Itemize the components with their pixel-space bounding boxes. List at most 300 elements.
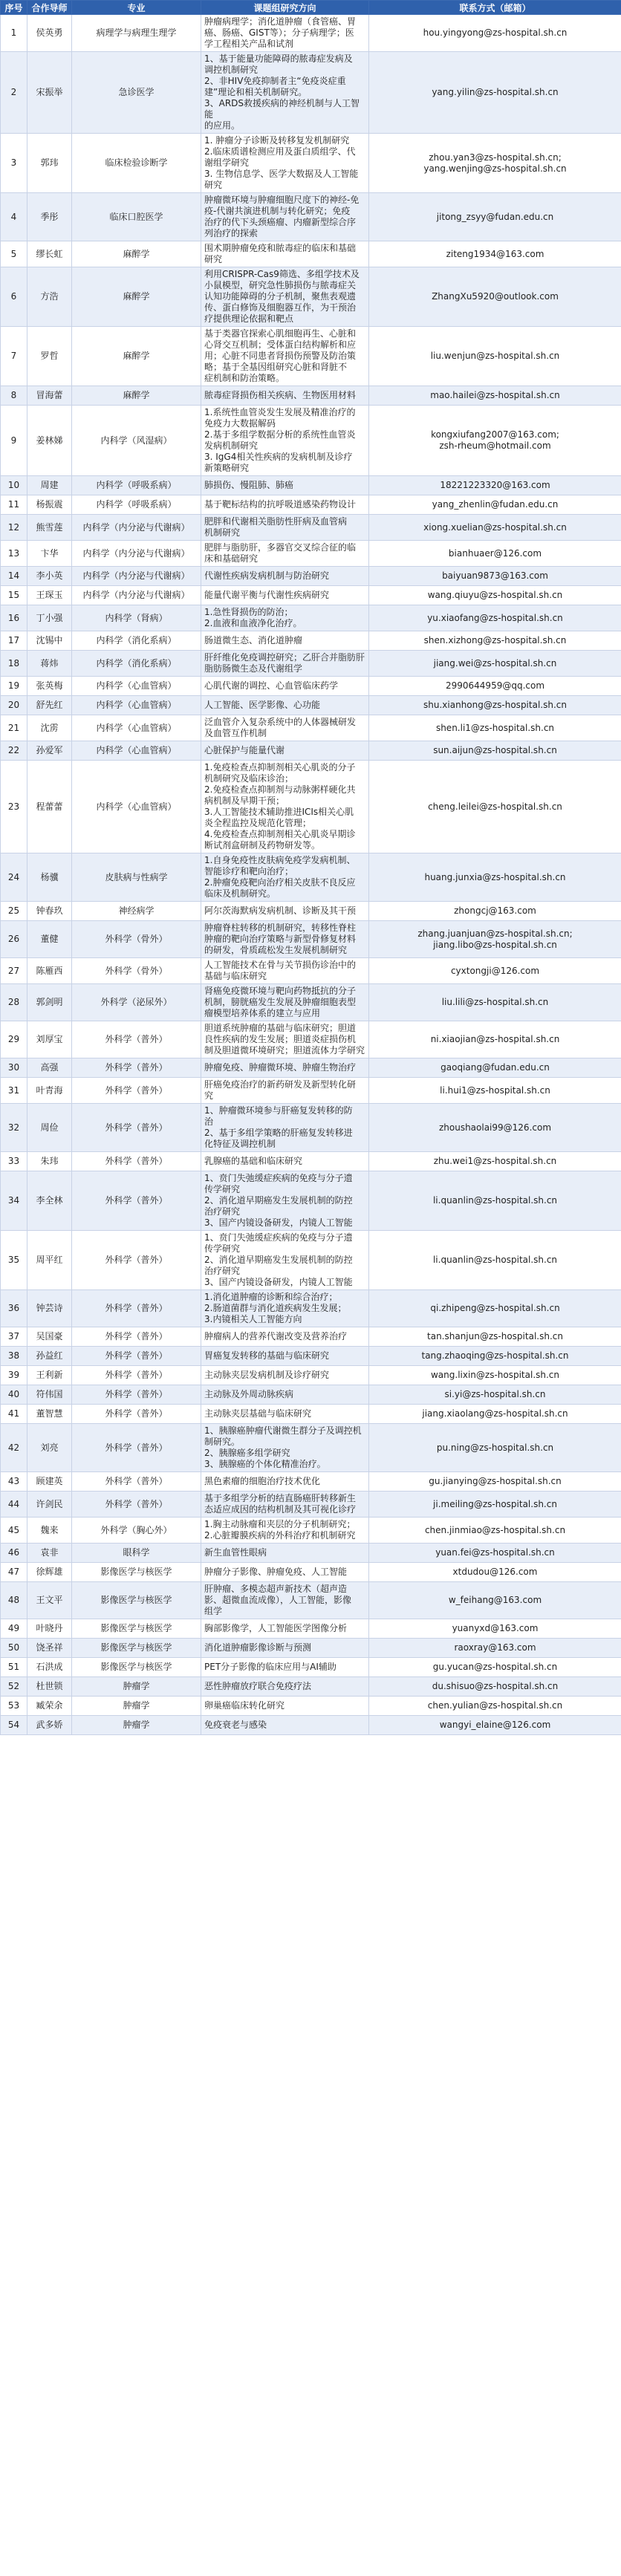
email-address[interactable]: jitong_zsyy@fudan.edu.cn	[436, 211, 554, 222]
major: 外科学（普外）	[72, 1078, 201, 1104]
direction-line: 疫-代谢共演进机制与转化研究；免疫	[204, 206, 351, 216]
email	[369, 1677, 621, 1697]
direction-line: 免疫衰老与感染	[204, 1720, 267, 1730]
direction-line: 及血管互作机制	[204, 728, 267, 738]
row-number: 46	[1, 1544, 27, 1563]
row-number: 37	[1, 1327, 27, 1347]
research-direction	[201, 541, 369, 567]
mentor-name: 卞华	[27, 541, 72, 567]
header-mentor: 合作导师	[27, 1, 72, 15]
direction-line: 调控机制研究	[204, 65, 259, 75]
mentor-name: 许剑民	[27, 1492, 72, 1518]
row-number: 20	[1, 696, 27, 715]
email-address[interactable]: wang.lixin@zs-hospital.sh.cn	[430, 1370, 560, 1380]
email-address[interactable]: zhongcj@163.com	[454, 905, 536, 916]
email-address[interactable]: shu.xianhong@zs-hospital.sh.cn	[423, 700, 567, 710]
major: 麻醉学	[72, 386, 201, 406]
research-direction	[201, 1290, 369, 1327]
direction-line: 肺损伤、慢阻肺、肺癌	[204, 480, 294, 490]
email-address[interactable]: mao.hailei@zs-hospital.sh.cn	[430, 390, 560, 400]
major: 肿瘤学	[72, 1697, 201, 1716]
mentor-name: 李全林	[27, 1171, 72, 1231]
email-address[interactable]: zhu.wei1@zs-hospital.sh.cn	[433, 1156, 557, 1166]
direction-line: 肿瘤病人的营养代谢改变及营养治疗	[204, 1331, 348, 1341]
mentor-name: 侯英勇	[27, 15, 72, 52]
major: 内科学（内分泌与代谢病）	[72, 541, 201, 567]
major: 急诊医学	[72, 52, 201, 134]
email	[369, 1518, 621, 1544]
mentor-name: 周俭	[27, 1104, 72, 1152]
research-direction	[201, 15, 369, 52]
direction-line: 肝肿瘤、多模态超声新技术（超声造	[204, 1584, 348, 1594]
email-address[interactable]: huang.junxia@zs-hospital.sh.cn	[424, 871, 566, 882]
table-row	[1, 1366, 621, 1385]
mentor-name: 冒海蕾	[27, 386, 72, 406]
major: 外科学（普外）	[72, 1472, 201, 1492]
row-number: 35	[1, 1231, 27, 1290]
table-row	[1, 1021, 621, 1058]
table-row	[1, 605, 621, 631]
major: 外科学（普外）	[72, 1021, 201, 1058]
email	[369, 696, 621, 715]
email-address[interactable]: shen.li1@zs-hospital.sh.cn	[435, 722, 555, 733]
email-address[interactable]: liu.lili@zs-hospital.sh.cn	[441, 997, 549, 1007]
direction-line: 究	[204, 1090, 214, 1101]
research-direction	[201, 495, 369, 515]
direction-line: 3. IgG4相关性疾病的发病机制及诊疗	[204, 452, 353, 462]
research-direction	[201, 1472, 369, 1492]
major: 外科学（普外）	[72, 1058, 201, 1078]
mentor-name: 董智慧	[27, 1405, 72, 1424]
mentor-name: 丁小强	[27, 605, 72, 631]
row-number: 26	[1, 921, 27, 958]
major: 内科学（心血管病）	[72, 696, 201, 715]
email-address[interactable]: gaoqiang@fudan.edu.cn	[440, 1062, 550, 1073]
row-number: 36	[1, 1290, 27, 1327]
row-number: 5	[1, 241, 27, 267]
email-address[interactable]: jiang.xiaolang@zs-hospital.sh.cn	[422, 1408, 568, 1419]
email	[369, 741, 621, 761]
email	[369, 1290, 621, 1327]
email	[369, 1697, 621, 1716]
email	[369, 1544, 621, 1563]
mentor-name: 魏来	[27, 1518, 72, 1544]
research-direction	[201, 1563, 369, 1582]
email	[369, 541, 621, 567]
email	[369, 567, 621, 586]
email	[369, 476, 621, 495]
table-row	[1, 958, 621, 984]
email-address[interactable]: ZhangXu5920@outlook.com	[432, 291, 559, 302]
table-row	[1, 1639, 621, 1658]
email	[369, 1619, 621, 1639]
email	[369, 1582, 621, 1619]
major: 外科学（普外）	[72, 1492, 201, 1518]
email-address[interactable]: 18221223320@163.com	[440, 480, 550, 490]
table-row	[1, 651, 621, 677]
research-direction	[201, 1492, 369, 1518]
email	[369, 1171, 621, 1231]
major: 内科学（内分泌与代谢病）	[72, 586, 201, 605]
mentor-name: 刘亮	[27, 1424, 72, 1472]
row-number: 34	[1, 1171, 27, 1231]
direction-line: 的应用。	[204, 120, 241, 131]
direction-line: 肿瘤分子影像、肿瘤免疫、人工智能	[204, 1567, 348, 1577]
mentor-name: 张英梅	[27, 677, 72, 696]
direction-line: 床和基础研究	[204, 553, 259, 564]
direction-line: 3.人工智能技术辅助推进ICIs相关心肌	[204, 807, 354, 817]
major: 外科学（普外）	[72, 1366, 201, 1385]
email	[369, 1078, 621, 1104]
email-address[interactable]: tan.shanjun@zs-hospital.sh.cn	[427, 1331, 563, 1341]
mentor-name: 王利新	[27, 1366, 72, 1385]
direction-line: 态适应成因的结构机制及其可视化诊疗	[204, 1504, 357, 1515]
email-address[interactable]: yuan.fei@zs-hospital.sh.cn	[435, 1547, 555, 1558]
direction-line: 影、超微血流成像），人工智能，影像	[204, 1595, 352, 1605]
table-row	[1, 715, 621, 741]
email-address[interactable]: yang.yilin@zs-hospital.sh.cn	[432, 87, 559, 97]
email	[369, 761, 621, 853]
direction-line: 1.胸主动脉瘤和夹层的分子机制研究；	[204, 1519, 356, 1529]
major: 皮肤病与性病学	[72, 853, 201, 902]
research-direction	[201, 1582, 369, 1619]
direction-line: 脓毒症肾损伤相关疾病、生物医用材料	[204, 390, 357, 400]
mentor-name: 熊雪莲	[27, 515, 72, 541]
email-address[interactable]: kongxiufang2007@163.com;	[431, 429, 559, 440]
email-address[interactable]: xiong.xuelian@zs-hospital.sh.cn	[423, 521, 567, 533]
direction-line: 用；心脏不同患者肾损伤预警及防治策	[204, 351, 357, 361]
direction-line: 小鼠模型，研究急性肺损伤与脓毒症关	[204, 280, 357, 290]
table-row	[1, 853, 621, 902]
email	[369, 515, 621, 541]
email-address[interactable]: jiang.libo@zs-hospital.sh.cn	[433, 939, 557, 950]
direction-line: 2.心脏瓣膜疾病的外科治疗和机制研究	[204, 1530, 356, 1541]
major: 外科学（普外）	[72, 1424, 201, 1472]
row-number: 30	[1, 1058, 27, 1078]
email-address[interactable]: 2990644959@qq.com	[445, 680, 545, 691]
email-address[interactable]: hou.yingyong@zs-hospital.sh.cn	[423, 27, 568, 38]
direction-line: 2.临床质谱检测应用及蛋白质组学、代	[204, 146, 356, 157]
email-address[interactable]: ji.meiling@zs-hospital.sh.cn	[433, 1498, 557, 1509]
direction-line: 胸部影像学，人工智能医学图像分析	[204, 1623, 348, 1633]
major: 临床检验诊断学	[72, 134, 201, 193]
research-direction	[201, 52, 369, 134]
table-row	[1, 52, 621, 134]
email-address[interactable]: qi.zhipeng@zs-hospital.sh.cn	[430, 1303, 560, 1313]
mentor-name: 叶青海	[27, 1078, 72, 1104]
direction-line: 胃癌复发转移的基础与临床研究	[204, 1350, 330, 1361]
email	[369, 134, 621, 193]
row-number: 39	[1, 1366, 27, 1385]
major: 内科学（内分泌与代谢病）	[72, 567, 201, 586]
direction-line: 肝纤维化免疫调控研究；乙肝合并脂肪肝	[204, 652, 365, 663]
research-direction	[201, 1058, 369, 1078]
email	[369, 1639, 621, 1658]
email-address[interactable]: raoxray@163.com	[454, 1642, 536, 1653]
direction-line: 3、国产内镜设备研发，内镜人工智能	[204, 1217, 353, 1228]
major: 影像医学与核医学	[72, 1658, 201, 1677]
research-direction	[201, 741, 369, 761]
direction-line: 3.内镜相关人工智能方向	[204, 1314, 302, 1324]
mentor-name: 郭玮	[27, 134, 72, 193]
table-row	[1, 1290, 621, 1327]
table-row	[1, 134, 621, 193]
email	[369, 1366, 621, 1385]
mentor-name: 石洪成	[27, 1658, 72, 1677]
research-direction	[201, 1231, 369, 1290]
email	[369, 406, 621, 476]
email	[369, 715, 621, 741]
direction-line: 泛血管介入复杂系统中的人体器械研发	[204, 717, 357, 727]
email-address[interactable]: li.quanlin@zs-hospital.sh.cn	[432, 1255, 558, 1265]
research-direction	[201, 193, 369, 241]
row-number: 9	[1, 406, 27, 476]
research-direction	[201, 631, 369, 651]
email	[369, 327, 621, 386]
email-address[interactable]: jiang.wei@zs-hospital.sh.cn	[433, 657, 557, 669]
direction-line: 2、基于多组学策略的肝癌复发转移进	[204, 1128, 353, 1138]
email	[369, 1021, 621, 1058]
direction-line: 主动脉夹层基础与临床研究	[204, 1408, 312, 1419]
table-row	[1, 1518, 621, 1544]
direction-line: 病机制及早期干预；	[204, 796, 285, 806]
email-address[interactable]: w_feihang@163.com	[448, 1595, 542, 1605]
row-number: 15	[1, 586, 27, 605]
direction-line: 2.肠道菌群与消化道疾病发生发展；	[204, 1303, 347, 1313]
email-address[interactable]: zhang.juanjuan@zs-hospital.sh.cn;	[417, 928, 573, 939]
email-address[interactable]: yu.xiaofang@zs-hospital.sh.cn	[427, 612, 563, 623]
email-address[interactable]: si.yi@zs-hospital.sh.cn	[444, 1389, 546, 1399]
email-address[interactable]: xtdudou@126.com	[452, 1567, 538, 1577]
major: 外科学（普外）	[72, 1385, 201, 1405]
direction-line: 1、胰腺癌肿瘤代谢微生群分子及调控机	[204, 1425, 362, 1436]
email-address[interactable]: liu.wenjun@zs-hospital.sh.cn	[430, 351, 560, 361]
email-address[interactable]: ni.xiaojian@zs-hospital.sh.cn	[430, 1034, 560, 1044]
major: 内科学（呼吸系病）	[72, 495, 201, 515]
table-body	[1, 15, 621, 1735]
direction-line: 智能诊疗和靶向治疗；	[204, 866, 294, 876]
email-address[interactable]: zsh-rheum@hotmail.com	[439, 440, 551, 451]
direction-line: 治疗研究	[204, 1206, 241, 1217]
email-address[interactable]: zhou.yan3@zs-hospital.sh.cn;	[429, 152, 562, 163]
major: 内科学（消化系病）	[72, 631, 201, 651]
direction-line: 恶性肿瘤放疗联合免疫疗法	[204, 1681, 312, 1691]
direction-line: 肝癌免疫治疗的新药研发及新型转化研	[204, 1079, 357, 1090]
email-address[interactable]: shen.xizhong@zs-hospital.sh.cn	[423, 635, 567, 645]
email	[369, 267, 621, 327]
direction-line: 的研发，骨质疏松发生发展机制研究	[204, 945, 348, 955]
email-address[interactable]: wang.qiuyu@zs-hospital.sh.cn	[427, 590, 563, 600]
email-address[interactable]: chen.yulian@zs-hospital.sh.cn	[427, 1700, 563, 1711]
direction-line: 能量代谢平衡与代谢性疾病研究	[204, 590, 330, 600]
direction-line: 乳腺癌的基础和临床研究	[204, 1156, 303, 1166]
email-address[interactable]: ziteng1934@163.com	[446, 248, 544, 259]
direction-line: 肿瘤脊柱转移的机制研究，转移性脊柱	[204, 923, 357, 933]
direction-line: 1、贲门失弛缓症疾病的免疫与分子遗	[204, 1173, 353, 1183]
table-row	[1, 1544, 621, 1563]
major: 外科学（普外）	[72, 1405, 201, 1424]
direction-line: 肾癌免疫微环境与靶向药物抵抗的分子	[204, 986, 357, 996]
table-row	[1, 984, 621, 1021]
table-row	[1, 1078, 621, 1104]
row-number: 8	[1, 386, 27, 406]
direction-line: 研究	[204, 180, 223, 190]
direction-line: 2.免疫检查点抑制剂与动脉粥样硬化共	[204, 784, 356, 795]
email	[369, 1152, 621, 1171]
direction-line: 组学	[204, 1606, 223, 1616]
row-number: 49	[1, 1619, 27, 1639]
direction-line: 机制研究及临床诊治；	[204, 773, 294, 784]
direction-line: 肿瘤的靶向治疗策略与新型骨修复材料	[204, 934, 357, 944]
email-address[interactable]: cheng.leilei@zs-hospital.sh.cn	[428, 801, 562, 812]
direction-line: 学工程相关产品和试剂	[204, 39, 294, 49]
email	[369, 52, 621, 134]
mentor-name: 罗哲	[27, 327, 72, 386]
direction-line: 传、蛋白修饰及细胞器互作，为干预治	[204, 302, 357, 313]
research-direction	[201, 1104, 369, 1152]
major: 外科学（普外）	[72, 1327, 201, 1347]
row-number: 19	[1, 677, 27, 696]
research-direction	[201, 1658, 369, 1677]
email-address[interactable]: chen.jinmiao@zs-hospital.sh.cn	[424, 1524, 566, 1535]
row-number: 13	[1, 541, 27, 567]
major: 肿瘤学	[72, 1716, 201, 1735]
direction-line: 1、肿瘤微环境参与肝癌复发转移的防	[204, 1105, 353, 1116]
research-direction	[201, 1716, 369, 1735]
email-address[interactable]: gu.jianying@zs-hospital.sh.cn	[429, 1476, 562, 1486]
email-address[interactable]: pu.ning@zs-hospital.sh.cn	[436, 1442, 554, 1453]
row-number: 44	[1, 1492, 27, 1518]
direction-line: 疗提供理论依据和靶点	[204, 313, 294, 324]
row-number: 48	[1, 1582, 27, 1619]
major: 外科学（骨外）	[72, 921, 201, 958]
direction-line: 新生血管性眼病	[204, 1547, 267, 1558]
direction-line: 心脏保护与能量代谢	[204, 745, 285, 755]
mentor-name: 钟芸诗	[27, 1290, 72, 1327]
row-number: 29	[1, 1021, 27, 1058]
table-row	[1, 1619, 621, 1639]
email	[369, 984, 621, 1021]
row-number: 6	[1, 267, 27, 327]
email-address[interactable]: tang.zhaoqing@zs-hospital.sh.cn	[421, 1350, 569, 1361]
email-address[interactable]: bianhuaer@126.com	[448, 547, 542, 559]
table-row	[1, 902, 621, 921]
row-number: 10	[1, 476, 27, 495]
email-address[interactable]: gu.yucan@zs-hospital.sh.cn	[432, 1662, 558, 1672]
email	[369, 853, 621, 902]
email	[369, 1472, 621, 1492]
direction-line: 1.自身免疫性皮肤病免疫学发病机制、	[204, 855, 356, 865]
email	[369, 495, 621, 515]
research-direction	[201, 1366, 369, 1385]
major: 影像医学与核医学	[72, 1582, 201, 1619]
mentor-name: 王文平	[27, 1582, 72, 1619]
email-address[interactable]: li.hui1@zs-hospital.sh.cn	[440, 1084, 550, 1096]
mentor-name: 沈雳	[27, 715, 72, 741]
email-address[interactable]: sun.aijun@zs-hospital.sh.cn	[433, 745, 557, 755]
direction-line: 基础与临床研究	[204, 971, 267, 981]
email-address[interactable]: yuanyxd@163.com	[452, 1623, 539, 1633]
email-address[interactable]: wangyi_elaine@126.com	[439, 1720, 551, 1730]
research-direction	[201, 651, 369, 677]
email	[369, 651, 621, 677]
direction-line: 制及胆道微环境研究；胆道流体力学研究	[204, 1045, 365, 1056]
research-direction	[201, 1697, 369, 1716]
mentor-name: 程蕾蕾	[27, 761, 72, 853]
email-address[interactable]: baiyuan9873@163.com	[442, 570, 548, 581]
major: 内科学（呼吸系病）	[72, 476, 201, 495]
research-direction	[201, 406, 369, 476]
email-address[interactable]: cyxtongji@126.com	[450, 965, 540, 976]
direction-line: 人工智能技术在骨与关节损伤诊治中的	[204, 960, 357, 970]
table-row	[1, 541, 621, 567]
direction-line: PET分子影像的临床应用与AI辅助	[204, 1662, 336, 1672]
direction-line: 新策略研究	[204, 463, 250, 473]
table-row	[1, 696, 621, 715]
direction-line: 主动脉夹层发病机制及诊疗研究	[204, 1370, 330, 1380]
table-row	[1, 1104, 621, 1152]
row-number: 16	[1, 605, 27, 631]
mentor-name: 舒先红	[27, 696, 72, 715]
research-direction	[201, 134, 369, 193]
direction-line: 机制，膀胱癌发生发展及肿瘤细胞表型	[204, 997, 357, 1007]
table-row	[1, 741, 621, 761]
direction-line: 2、消化道早期癌发生发展机制的防控	[204, 1255, 353, 1265]
research-direction	[201, 567, 369, 586]
row-number: 40	[1, 1385, 27, 1405]
major: 外科学（泌尿外）	[72, 984, 201, 1021]
major: 外科学（普外）	[72, 1104, 201, 1152]
mentor-name: 杨振震	[27, 495, 72, 515]
direction-line: 治疗的代下头颈癌瘤、内瘤新型综合序	[204, 217, 357, 227]
major: 内科学（心血管病）	[72, 761, 201, 853]
email-address[interactable]: du.shisuo@zs-hospital.sh.cn	[432, 1681, 559, 1691]
research-direction	[201, 761, 369, 853]
major: 肿瘤学	[72, 1677, 201, 1697]
email-address[interactable]: zhoushaolai99@126.com	[438, 1122, 552, 1133]
email-address[interactable]: li.quanlin@zs-hospital.sh.cn	[432, 1195, 558, 1206]
direction-line: 炎全程监控及规范化管理；	[204, 818, 312, 828]
table-row	[1, 1716, 621, 1735]
table-row	[1, 495, 621, 515]
major: 内科学（心血管病）	[72, 677, 201, 696]
mentor-name: 臧荣余	[27, 1697, 72, 1716]
mentor-name: 蒋炜	[27, 651, 72, 677]
row-number: 42	[1, 1424, 27, 1472]
direction-line: 利用CRISPR-Cas9筛选、多组学技术及	[204, 269, 360, 279]
table-row	[1, 1658, 621, 1677]
research-direction	[201, 1078, 369, 1104]
mentor-name: 姜林娣	[27, 406, 72, 476]
email	[369, 921, 621, 958]
email-address[interactable]: yang_zhenlin@fudan.edu.cn	[432, 499, 559, 510]
mentor-name: 顾建英	[27, 1472, 72, 1492]
research-direction	[201, 1327, 369, 1347]
row-number: 2	[1, 52, 27, 134]
table-row	[1, 1677, 621, 1697]
mentor-name: 朱玮	[27, 1152, 72, 1171]
row-number: 45	[1, 1518, 27, 1544]
row-number: 47	[1, 1563, 27, 1582]
direction-line: 围术期肿瘤免疫和脓毒症的临床和基础	[204, 243, 357, 253]
direction-line: 2.血液和血液净化治疗。	[204, 618, 302, 628]
table-row	[1, 406, 621, 476]
mentor-name: 钟春玖	[27, 902, 72, 921]
row-number: 17	[1, 631, 27, 651]
email-address[interactable]: yang.wenjing@zs-hospital.sh.cn	[423, 163, 567, 174]
mentor-name: 饶圣祥	[27, 1639, 72, 1658]
major: 外科学（普外）	[72, 1152, 201, 1171]
